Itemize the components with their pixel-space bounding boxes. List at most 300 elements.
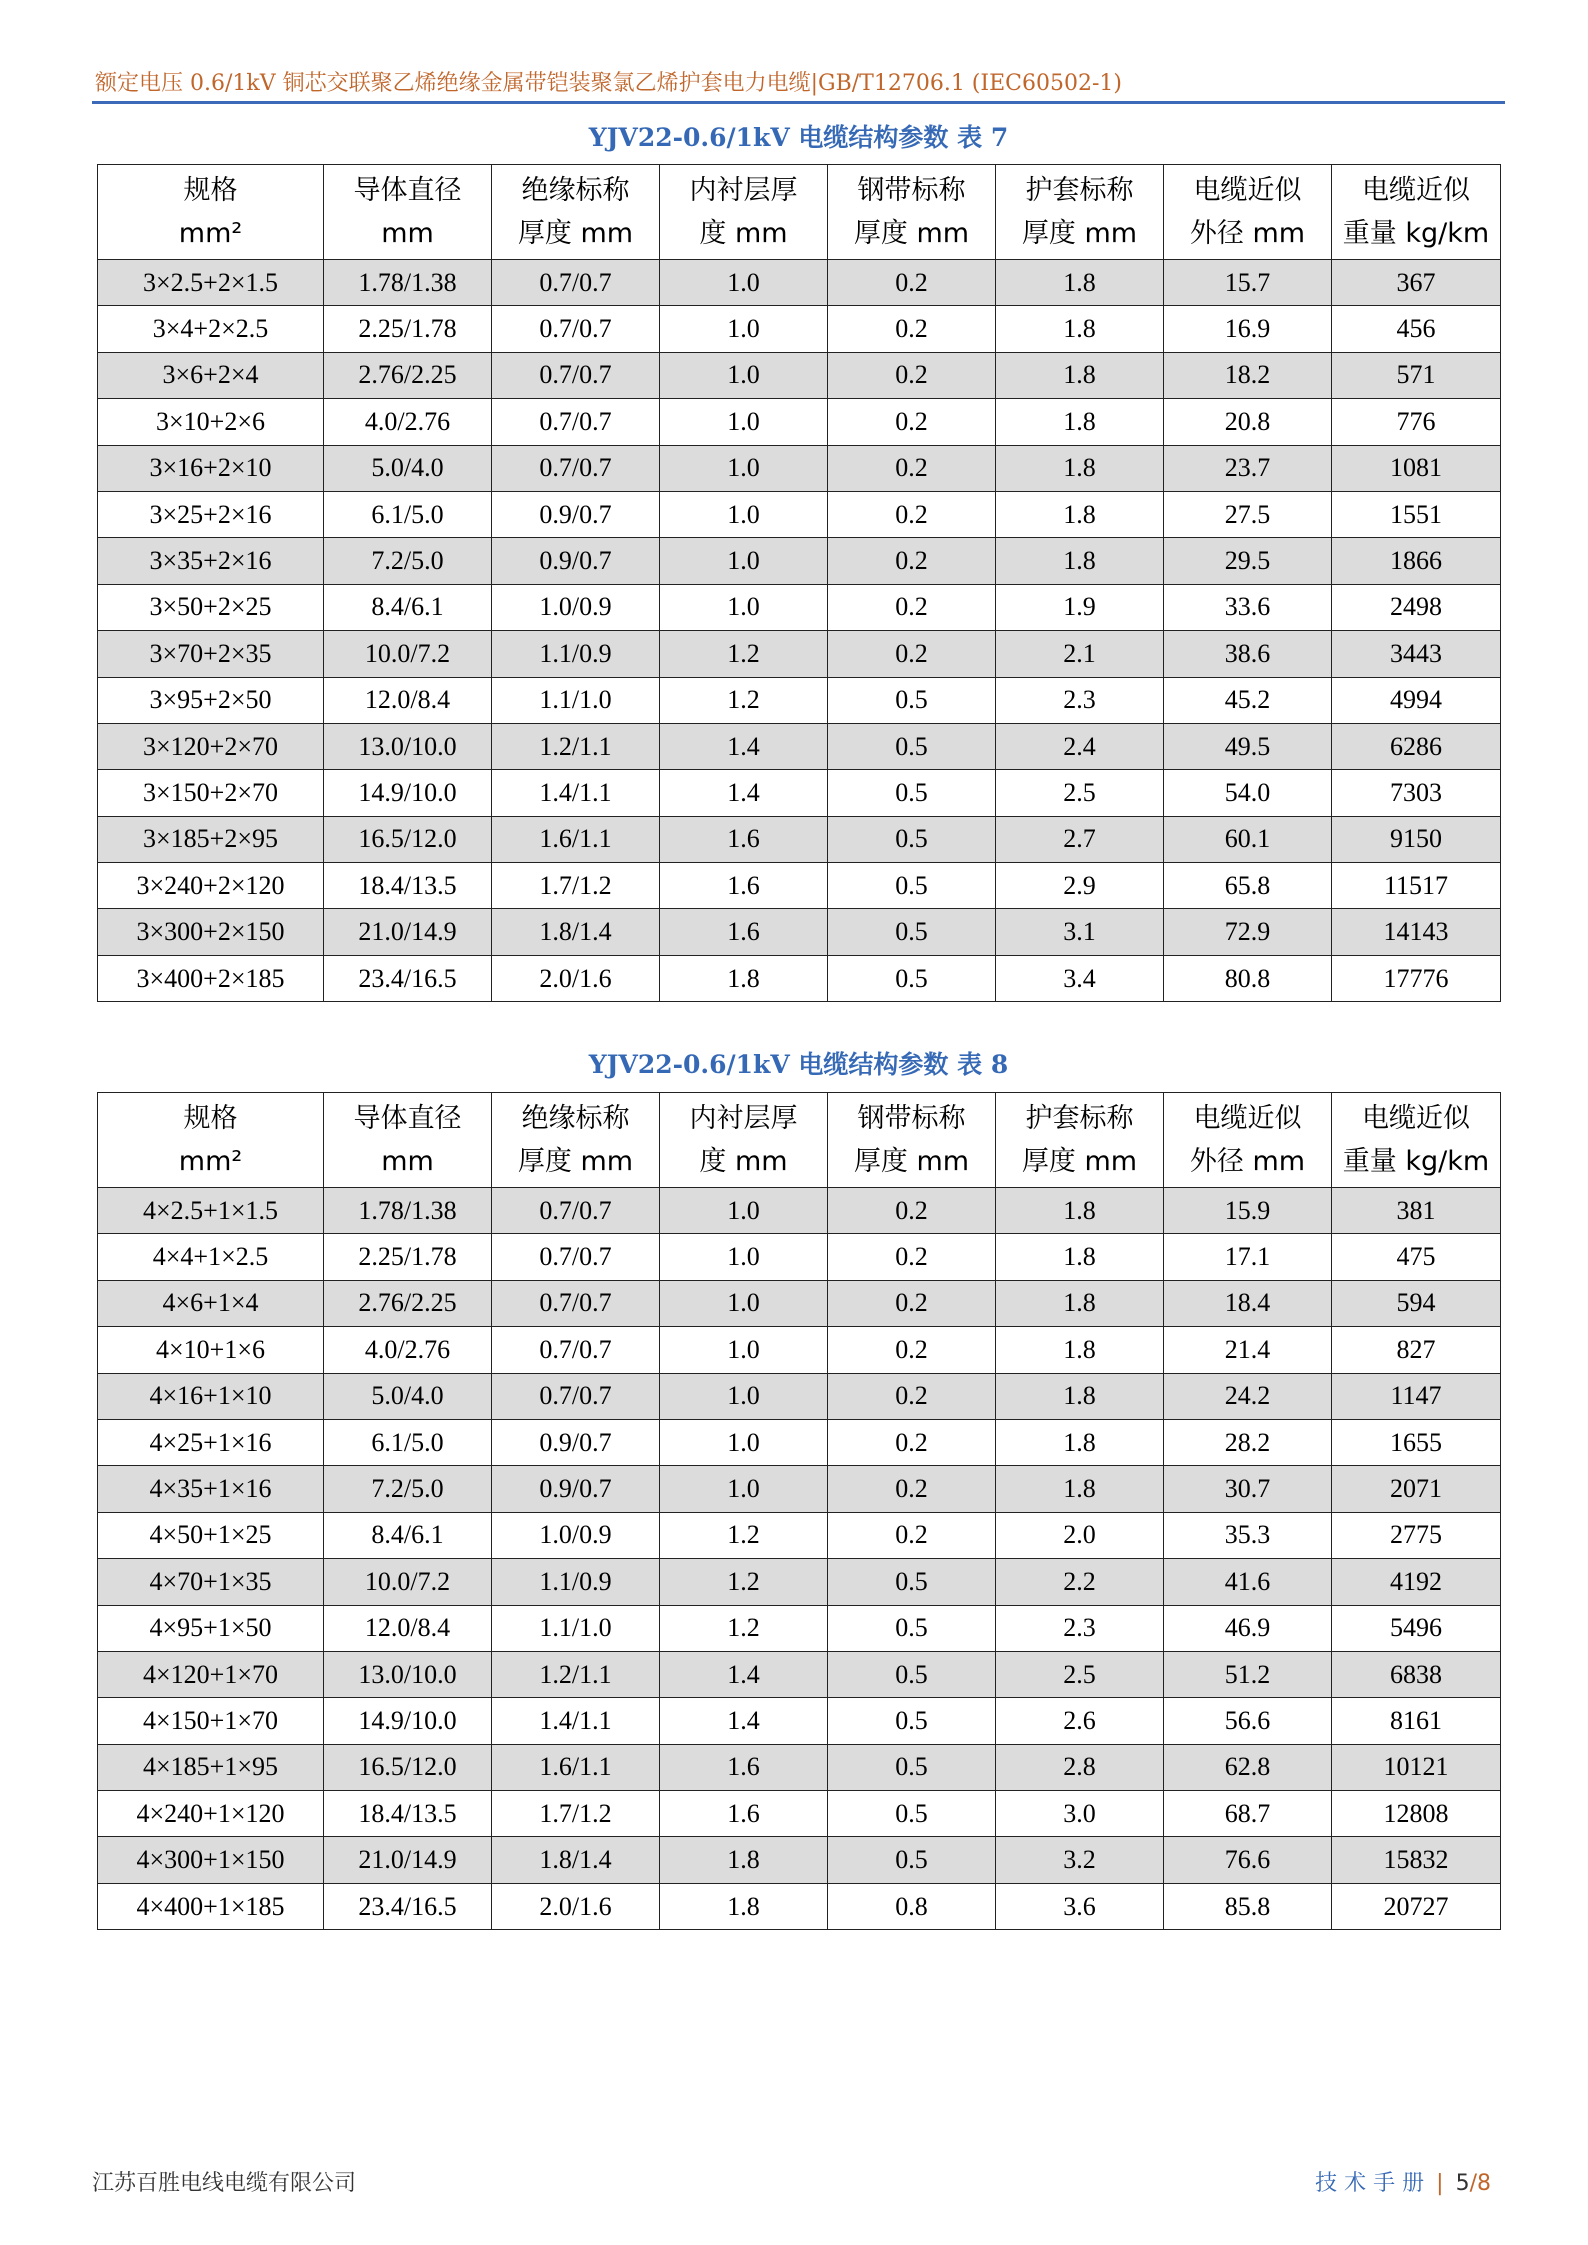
table-cell: 0.7/0.7 — [492, 260, 660, 306]
table-cell: 0.2 — [828, 445, 996, 491]
table-row — [98, 1373, 1501, 1419]
table-row — [98, 1837, 1501, 1883]
col-header-line2: 厚度 mm — [853, 218, 970, 249]
table-cell: 1147 — [1332, 1373, 1501, 1419]
table-cell: 1.1/1.0 — [492, 1605, 660, 1651]
table-cell: 2.3 — [996, 1605, 1164, 1651]
table-cell: 62.8 — [1164, 1744, 1332, 1790]
table-cell: 2.7 — [996, 816, 1164, 862]
table-cell: 3×2.5+2×1.5 — [98, 260, 324, 306]
table-cell: 1.8 — [996, 1327, 1164, 1373]
table-row — [98, 863, 1501, 909]
table-cell: 1.78/1.38 — [324, 1188, 492, 1234]
col-header-line1: 护套标称 — [1025, 175, 1134, 206]
table-cell: 0.5 — [828, 770, 996, 816]
table-cell: 4×185+1×95 — [98, 1744, 324, 1790]
table-cell: 4×35+1×16 — [98, 1466, 324, 1512]
table-cell: 4×120+1×70 — [98, 1651, 324, 1697]
table-cell: 14.9/10.0 — [324, 770, 492, 816]
table-cell: 15832 — [1332, 1837, 1501, 1883]
table-cell: 1.8 — [996, 1419, 1164, 1465]
table-cell: 10.0/7.2 — [324, 631, 492, 677]
table-cell: 3×50+2×25 — [98, 584, 324, 630]
table7-header-row — [98, 165, 1501, 260]
table-cell: 2.0/1.6 — [492, 1883, 660, 1929]
table-cell: 3×6+2×4 — [98, 352, 324, 398]
table-cell: 54.0 — [1164, 770, 1332, 816]
table-cell: 1.8 — [660, 955, 828, 1001]
table-cell: 1.0 — [660, 1280, 828, 1326]
table-cell: 1.8 — [996, 1280, 1164, 1326]
table-cell: 5496 — [1332, 1605, 1501, 1651]
table-cell: 1.8 — [996, 1373, 1164, 1419]
table-row — [98, 631, 1501, 677]
col-header-line1: 电缆近似 — [1362, 175, 1470, 206]
table8 — [97, 1092, 1501, 1930]
table-cell: 1.8 — [996, 1466, 1164, 1512]
table-cell: 1.4 — [660, 723, 828, 769]
table-cell: 776 — [1332, 399, 1501, 445]
table-cell: 4192 — [1332, 1559, 1501, 1605]
table-cell: 456 — [1332, 306, 1501, 352]
table-cell: 0.2 — [828, 1419, 996, 1465]
table-cell: 4×240+1×120 — [98, 1791, 324, 1837]
table-cell: 4×2.5+1×1.5 — [98, 1188, 324, 1234]
table-cell: 3.1 — [996, 909, 1164, 955]
table-cell: 2.25/1.78 — [324, 1234, 492, 1280]
table-cell: 0.8 — [828, 1883, 996, 1929]
table-cell: 1.6 — [660, 816, 828, 862]
table-cell: 1.0 — [660, 306, 828, 352]
table-cell: 4×6+1×4 — [98, 1280, 324, 1326]
table-row — [98, 770, 1501, 816]
table-cell: 27.5 — [1164, 491, 1332, 537]
table-cell: 14.9/10.0 — [324, 1698, 492, 1744]
table-cell: 1655 — [1332, 1419, 1501, 1465]
table8-col-header — [996, 1093, 1164, 1188]
table-cell: 571 — [1332, 352, 1501, 398]
table8-title: YJV22-0.6/1kV 电缆结构参数 表 8 — [588, 1050, 1009, 1079]
table-cell: 45.2 — [1164, 677, 1332, 723]
table-cell: 1.8 — [660, 1837, 828, 1883]
table-cell: 4×16+1×10 — [98, 1373, 324, 1419]
table-cell: 7303 — [1332, 770, 1501, 816]
table-row — [98, 445, 1501, 491]
table-cell: 16.9 — [1164, 306, 1332, 352]
table-cell: 23.4/16.5 — [324, 1883, 492, 1929]
table-row — [98, 1651, 1501, 1697]
table-cell: 76.6 — [1164, 1837, 1332, 1883]
table-cell: 0.2 — [828, 1327, 996, 1373]
table-cell: 23.7 — [1164, 445, 1332, 491]
table-cell: 0.5 — [828, 909, 996, 955]
table-cell: 0.9/0.7 — [492, 1419, 660, 1465]
col-header-line1: 电缆近似 — [1362, 1103, 1470, 1134]
table-cell: 1.0 — [660, 538, 828, 584]
table-cell: 18.2 — [1164, 352, 1332, 398]
table-cell: 0.7/0.7 — [492, 306, 660, 352]
table-cell: 21.0/14.9 — [324, 1837, 492, 1883]
table-cell: 1.2 — [660, 1605, 828, 1651]
table-cell: 0.2 — [828, 260, 996, 306]
table-cell: 17776 — [1332, 955, 1501, 1001]
table-cell: 0.7/0.7 — [492, 1327, 660, 1373]
table-cell: 2.6 — [996, 1698, 1164, 1744]
table-cell: 1866 — [1332, 538, 1501, 584]
table-cell: 1.1/0.9 — [492, 631, 660, 677]
table-cell: 2.3 — [996, 677, 1164, 723]
col-header-line1: 导体直径 — [353, 1103, 462, 1134]
table-cell: 10.0/7.2 — [324, 1559, 492, 1605]
col-header-line1: 护套标称 — [1025, 1103, 1134, 1134]
table-cell: 3.2 — [996, 1837, 1164, 1883]
table-cell: 38.6 — [1164, 631, 1332, 677]
table8-col-header — [660, 1093, 828, 1188]
table-row — [98, 1466, 1501, 1512]
col-header-line1: 规格 — [183, 175, 238, 206]
table-cell: 1.0 — [660, 445, 828, 491]
table-cell: 5.0/4.0 — [324, 445, 492, 491]
table-cell: 13.0/10.0 — [324, 723, 492, 769]
table-row — [98, 1234, 1501, 1280]
table8-col-header — [1332, 1093, 1501, 1188]
table7-col-header — [492, 165, 660, 260]
table7-col-header — [996, 165, 1164, 260]
table8-col-header — [324, 1093, 492, 1188]
table-cell: 3×95+2×50 — [98, 677, 324, 723]
table7-col-header — [828, 165, 996, 260]
table-cell: 30.7 — [1164, 1466, 1332, 1512]
header-divider — [92, 101, 1505, 104]
table-cell: 12808 — [1332, 1791, 1501, 1837]
table-cell: 46.9 — [1164, 1605, 1332, 1651]
table8-header-row — [98, 1093, 1501, 1188]
page-current: 5 — [1455, 2171, 1470, 2196]
table-cell: 20727 — [1332, 1883, 1501, 1929]
col-header-line1: 绝缘标称 — [521, 175, 630, 206]
col-header-line2: 度 mm — [699, 218, 788, 249]
table-cell: 2.4 — [996, 723, 1164, 769]
table-cell: 2498 — [1332, 584, 1501, 630]
table-cell: 1.8 — [996, 306, 1164, 352]
document-header: 额定电压 0.6/1kV 铜芯交联聚乙烯绝缘金属带铠装聚氯乙烯护套电力电缆|GB/T12706.1 (IEC60502-1) — [95, 71, 1122, 96]
table-row — [98, 1559, 1501, 1605]
table-cell: 18.4/13.5 — [324, 863, 492, 909]
table-cell: 367 — [1332, 260, 1501, 306]
table-cell: 1.7/1.2 — [492, 863, 660, 909]
table-cell: 0.5 — [828, 1698, 996, 1744]
table-cell: 2.2 — [996, 1559, 1164, 1605]
table-row — [98, 1791, 1501, 1837]
col-header-line2: mm² — [178, 218, 243, 249]
table-cell: 18.4/13.5 — [324, 1791, 492, 1837]
table-cell: 3×10+2×6 — [98, 399, 324, 445]
table-cell: 1.0/0.9 — [492, 584, 660, 630]
table-cell: 10121 — [1332, 1744, 1501, 1790]
table-cell: 3×400+2×185 — [98, 955, 324, 1001]
table-cell: 0.5 — [828, 816, 996, 862]
table-cell: 4×95+1×50 — [98, 1605, 324, 1651]
col-header-line1: 规格 — [183, 1103, 238, 1134]
table-cell: 2.76/2.25 — [324, 1280, 492, 1326]
col-header-line2: 外径 mm — [1189, 1146, 1306, 1177]
table-cell: 6286 — [1332, 723, 1501, 769]
col-header-line2: mm² — [178, 1146, 243, 1177]
table-cell: 1.0 — [660, 584, 828, 630]
table-cell: 0.5 — [828, 863, 996, 909]
table-cell: 1.2/1.1 — [492, 1651, 660, 1697]
page-total: 8 — [1477, 2171, 1491, 2196]
table-cell: 1.1/1.0 — [492, 677, 660, 723]
table-row — [98, 1280, 1501, 1326]
table-cell: 4994 — [1332, 677, 1501, 723]
table-cell: 2.0/1.6 — [492, 955, 660, 1001]
table-cell: 2071 — [1332, 1466, 1501, 1512]
table-cell: 1.8 — [660, 1883, 828, 1929]
table-cell: 3×300+2×150 — [98, 909, 324, 955]
table-cell: 13.0/10.0 — [324, 1651, 492, 1697]
table7-col-header — [98, 165, 324, 260]
table-cell: 6.1/5.0 — [324, 491, 492, 537]
table-cell: 8.4/6.1 — [324, 1512, 492, 1558]
table-cell: 2.8 — [996, 1744, 1164, 1790]
table-cell: 60.1 — [1164, 816, 1332, 862]
table-cell: 0.2 — [828, 1512, 996, 1558]
table-cell: 0.5 — [828, 1837, 996, 1883]
table-cell: 6838 — [1332, 1651, 1501, 1697]
table-row — [98, 1327, 1501, 1373]
table-cell: 3443 — [1332, 631, 1501, 677]
table-cell: 1.2 — [660, 631, 828, 677]
table-cell: 1.6 — [660, 863, 828, 909]
table-row — [98, 491, 1501, 537]
table-cell: 33.6 — [1164, 584, 1332, 630]
table-cell: 16.5/12.0 — [324, 1744, 492, 1790]
table-cell: 0.2 — [828, 631, 996, 677]
col-header-line1: 内衬层厚 — [689, 1103, 798, 1134]
table-cell: 14143 — [1332, 909, 1501, 955]
table-row — [98, 584, 1501, 630]
table-cell: 0.5 — [828, 1651, 996, 1697]
col-header-line2: 厚度 mm — [517, 218, 634, 249]
company-name: 江苏百胜电线电缆有限公司 — [92, 2171, 357, 2196]
footer-separator: | — [1436, 2171, 1444, 2196]
table-cell: 1.7/1.2 — [492, 1791, 660, 1837]
table-cell: 1.1/0.9 — [492, 1559, 660, 1605]
table-cell: 1.8/1.4 — [492, 909, 660, 955]
table-cell: 2.1 — [996, 631, 1164, 677]
col-header-line2: 厚度 mm — [853, 1146, 970, 1177]
table-cell: 72.9 — [1164, 909, 1332, 955]
table-row — [98, 1512, 1501, 1558]
col-header-line2: 外径 mm — [1189, 218, 1306, 249]
table-cell: 0.9/0.7 — [492, 1466, 660, 1512]
table-row — [98, 1744, 1501, 1790]
table-cell: 4×10+1×6 — [98, 1327, 324, 1373]
table-cell: 1.8 — [996, 1234, 1164, 1280]
col-header-line1: 内衬层厚 — [689, 175, 798, 206]
table-cell: 1.6/1.1 — [492, 816, 660, 862]
table-cell: 85.8 — [1164, 1883, 1332, 1929]
table-cell: 2775 — [1332, 1512, 1501, 1558]
table-cell: 29.5 — [1164, 538, 1332, 584]
table-cell: 3×35+2×16 — [98, 538, 324, 584]
table7-title: YJV22-0.6/1kV 电缆结构参数 表 7 — [588, 123, 1009, 152]
table-cell: 2.0 — [996, 1512, 1164, 1558]
table-cell: 56.6 — [1164, 1698, 1332, 1744]
table-cell: 1.2 — [660, 677, 828, 723]
table-cell: 1.8 — [996, 260, 1164, 306]
table-cell: 0.2 — [828, 1373, 996, 1419]
table-cell: 8.4/6.1 — [324, 584, 492, 630]
table-cell: 18.4 — [1164, 1280, 1332, 1326]
table-cell: 3×4+2×2.5 — [98, 306, 324, 352]
col-header-line1: 导体直径 — [353, 175, 462, 206]
table-cell: 0.5 — [828, 1605, 996, 1651]
table-cell: 1.4/1.1 — [492, 770, 660, 816]
table-cell: 1.6/1.1 — [492, 1744, 660, 1790]
table-cell: 1.0 — [660, 491, 828, 537]
table-cell: 1.2 — [660, 1512, 828, 1558]
table-cell: 7.2/5.0 — [324, 1466, 492, 1512]
table-cell: 3.0 — [996, 1791, 1164, 1837]
table-cell: 0.7/0.7 — [492, 1280, 660, 1326]
table-cell: 4.0/2.76 — [324, 1327, 492, 1373]
table-cell: 9150 — [1332, 816, 1501, 862]
table8-col-header — [98, 1093, 324, 1188]
table-cell: 4×300+1×150 — [98, 1837, 324, 1883]
table-cell: 0.7/0.7 — [492, 399, 660, 445]
page-indicator — [1315, 2166, 1491, 2197]
table8-col-header — [828, 1093, 996, 1188]
table-cell: 23.4/16.5 — [324, 955, 492, 1001]
table-cell: 4×70+1×35 — [98, 1559, 324, 1605]
table-cell: 0.5 — [828, 677, 996, 723]
table-cell: 475 — [1332, 1234, 1501, 1280]
table-cell: 0.5 — [828, 723, 996, 769]
table-row — [98, 1188, 1501, 1234]
table-cell: 3×150+2×70 — [98, 770, 324, 816]
table-cell: 1.0 — [660, 352, 828, 398]
table-cell: 0.7/0.7 — [492, 1234, 660, 1280]
table-cell: 0.9/0.7 — [492, 538, 660, 584]
table-cell: 1551 — [1332, 491, 1501, 537]
manual-label: 技 术 手 册 — [1315, 2171, 1425, 2196]
table-row — [98, 955, 1501, 1001]
table-cell: 2.76/2.25 — [324, 352, 492, 398]
table-cell: 15.9 — [1164, 1188, 1332, 1234]
table-cell: 3.6 — [996, 1883, 1164, 1929]
table-row — [98, 909, 1501, 955]
table-cell: 0.2 — [828, 538, 996, 584]
table-cell: 35.3 — [1164, 1512, 1332, 1558]
table-cell: 1.4 — [660, 770, 828, 816]
col-header-line1: 钢带标称 — [857, 175, 966, 206]
table-cell: 68.7 — [1164, 1791, 1332, 1837]
table-cell: 4.0/2.76 — [324, 399, 492, 445]
table-cell: 15.7 — [1164, 260, 1332, 306]
table-cell: 0.5 — [828, 955, 996, 1001]
table-cell: 12.0/8.4 — [324, 677, 492, 723]
table7-col-header — [660, 165, 828, 260]
table-cell: 0.2 — [828, 491, 996, 537]
table-cell: 1.4/1.1 — [492, 1698, 660, 1744]
table-row — [98, 1883, 1501, 1929]
col-header-line2: 度 mm — [699, 1146, 788, 1177]
table-cell: 1.8 — [996, 352, 1164, 398]
table-cell: 1.8/1.4 — [492, 1837, 660, 1883]
table-cell: 11517 — [1332, 863, 1501, 909]
table-cell: 28.2 — [1164, 1419, 1332, 1465]
table-cell: 1.9 — [996, 584, 1164, 630]
col-header-line2: mm — [381, 218, 434, 249]
table7-col-header — [324, 165, 492, 260]
table-cell: 1.4 — [660, 1698, 828, 1744]
table-cell: 0.7/0.7 — [492, 1373, 660, 1419]
table-cell: 1.0 — [660, 1327, 828, 1373]
table-cell: 594 — [1332, 1280, 1501, 1326]
table-cell: 0.5 — [828, 1744, 996, 1790]
table-row — [98, 677, 1501, 723]
table7-col-header — [1332, 165, 1501, 260]
table-row — [98, 1698, 1501, 1744]
table-cell: 0.2 — [828, 1466, 996, 1512]
table-cell: 2.5 — [996, 1651, 1164, 1697]
table-cell: 0.2 — [828, 399, 996, 445]
table-cell: 1081 — [1332, 445, 1501, 491]
table-cell: 4×150+1×70 — [98, 1698, 324, 1744]
table-row — [98, 1419, 1501, 1465]
table-cell: 2.25/1.78 — [324, 306, 492, 352]
table-cell: 65.8 — [1164, 863, 1332, 909]
table-cell: 1.0 — [660, 1466, 828, 1512]
col-header-line1: 电缆近似 — [1193, 175, 1302, 206]
table-cell: 3×240+2×120 — [98, 863, 324, 909]
table-cell: 0.2 — [828, 584, 996, 630]
table-row — [98, 352, 1501, 398]
table-cell: 0.5 — [828, 1559, 996, 1605]
table-cell: 827 — [1332, 1327, 1501, 1373]
page-slash: / — [1469, 2171, 1477, 2196]
table-row — [98, 399, 1501, 445]
table-cell: 21.0/14.9 — [324, 909, 492, 955]
table-cell: 6.1/5.0 — [324, 1419, 492, 1465]
table-row — [98, 1605, 1501, 1651]
table-cell: 3×120+2×70 — [98, 723, 324, 769]
table-row — [98, 723, 1501, 769]
table-cell: 0.2 — [828, 306, 996, 352]
table-cell: 381 — [1332, 1188, 1501, 1234]
table-cell: 1.78/1.38 — [324, 260, 492, 306]
table-cell: 21.4 — [1164, 1327, 1332, 1373]
table-cell: 2.5 — [996, 770, 1164, 816]
table-cell: 1.6 — [660, 1744, 828, 1790]
table7-col-header — [1164, 165, 1332, 260]
table-cell: 0.2 — [828, 1280, 996, 1326]
table-cell: 0.2 — [828, 352, 996, 398]
table-cell: 4×4+1×2.5 — [98, 1234, 324, 1280]
table-row — [98, 306, 1501, 352]
table-cell: 8161 — [1332, 1698, 1501, 1744]
table-cell: 2.9 — [996, 863, 1164, 909]
table-cell: 24.2 — [1164, 1373, 1332, 1419]
col-header-line2: mm — [381, 1146, 434, 1177]
col-header-line2: 厚度 mm — [1021, 218, 1138, 249]
table-cell: 3.4 — [996, 955, 1164, 1001]
table-cell: 0.9/0.7 — [492, 491, 660, 537]
table-cell: 3×16+2×10 — [98, 445, 324, 491]
table-row — [98, 260, 1501, 306]
